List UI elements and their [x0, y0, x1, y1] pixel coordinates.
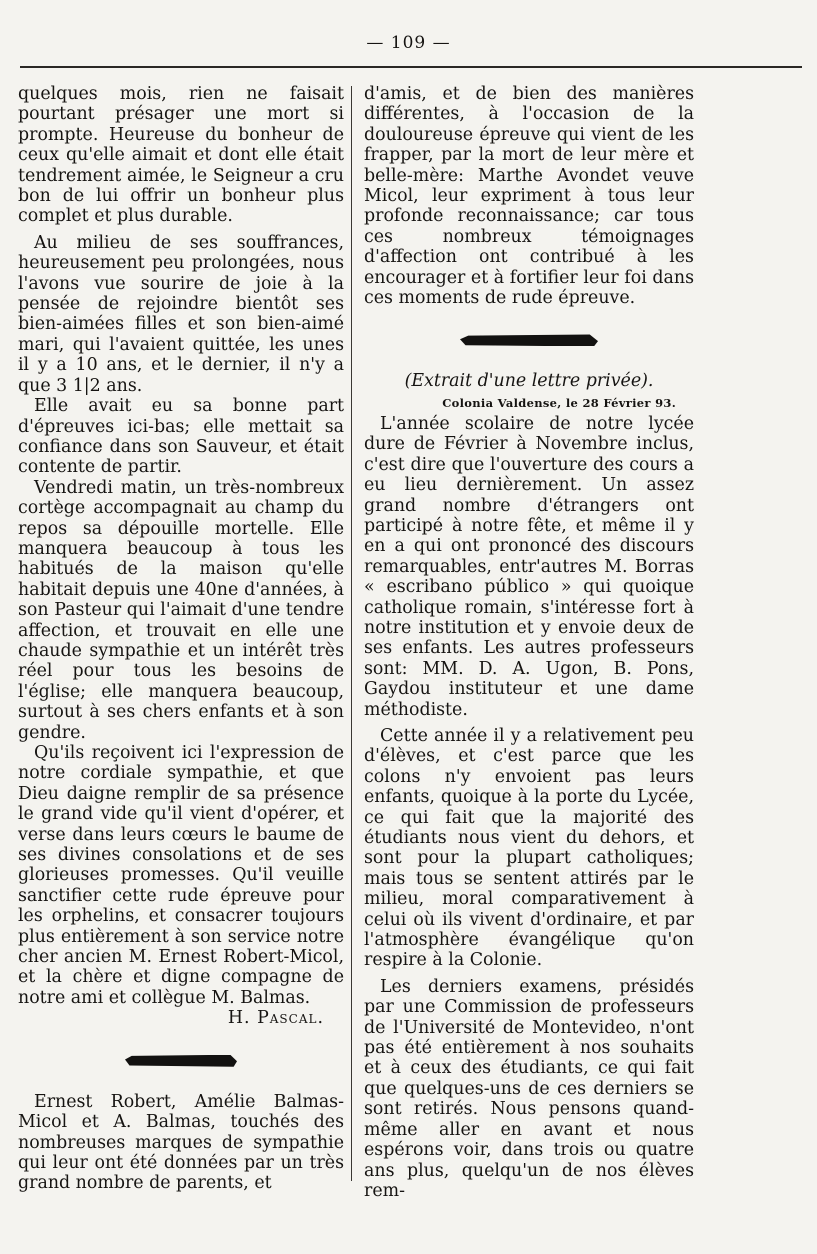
left-column [18, 84, 344, 1194]
left-paragraph-3: Elle avait eu sa bonne part d'épreuves ici-bas; elle mettait sa confiance dans son Sauveur, et était contente de partir. [18, 396, 344, 478]
extract-title: (Extrait d'une lettre privée). [404, 371, 654, 392]
right-paragraph-3: Cette année il y a relativement peu d'élèves, et c'est parce que les colons n'y envoient pas leurs enfants, quoique à la porte du Lycée, ce qui fait que la majorité des étudiants nous vient du dehors, et sont pour la plupart catholiques; mais tous se sentent attirés par le milieu, moral comparativement à celui où ils vivent d'ordinaire, et par l'atmosphère évangélique qu'on respire à la Colonie. [364, 725, 694, 971]
signature: H. Pascal. [227, 1008, 324, 1029]
left-paragraph-1: quelques mois, rien ne faisait pourtant présager une mort si prompte. Heureuse du bonheur de ceux qu'elle aimait et dont elle était tendrement aimée, le Seigneur a cru bon de lui offrir un bonheur plus complet et plus durable. [18, 84, 344, 227]
right-paragraph-4: Les derniers examens, présidés par une Commission de professeurs de l'Université de Montevideo, n'ont pas été entièrement à nos souhaits et à ceux des étudiants, ce qui fait que quelques-uns de ces derniers se sont retirés. Nous pensons quand-même aller en avant et nous espérons voir, dans trois ou quatre ans plus, quelqu'un de nos élèves rem- [364, 976, 694, 1201]
column-divider [351, 86, 352, 1181]
section-separator-ornament [460, 334, 598, 346]
left-paragraph-5: Qu'ils reçoivent ici l'expression de notre cordiale sympathie, et que Dieu daigne remplir de sa présence le grand vide qu'il vient d'opérer, et verse dans leurs cœurs le baume de ses divines consolations et de ses glorieuses promesses. Qu'il veuille sanctifier cette rude épreuve pour les orphelins, et consacrer toujours plus entièrement à son service notre cher ancien M. Ernest Robert-Micol, et la chère et digne compagne de notre ami et collègue M. Balmas. [18, 743, 344, 1008]
left-paragraph-6: Ernest Robert, Amélie Balmas-Micol et A. Balmas, touchés des nombreuses marques de sympathie qui leur ont été données par un très grand nombre de parents, et [18, 1091, 344, 1194]
right-column [364, 84, 694, 1201]
section-separator-ornament [125, 1055, 237, 1067]
right-paragraph-1: d'amis, et de bien des manières différentes, à l'occasion de la douloureuse épreuve qui vient de les frapper, par la mort de leur mère et belle-mère: Marthe Avondet veuve Micol, leur expriment à tous leur profonde reconnaissance; car tous ces nombreux témoignages d'affection ont contribué à les encourager et à fortifier leur foi dans ces moments de rude épreuve. [364, 84, 694, 309]
extract-dateline: Colonia Valdense, le 28 Février 93. [442, 395, 676, 410]
left-paragraph-2: Au milieu de ses souffrances, heureusement peu prolongées, nous l'avons vue sourire de joie à la pensée de rejoindre bientôt ses bien-aimées filles et son bien-aimé mari, qui l'avaient quittée, les unes il y a 10 ans, et le dernier, il n'y a que 3 1|2 ans. [18, 232, 344, 396]
page-number: — 109 — [366, 33, 451, 53]
left-paragraph-4: Vendredi matin, un très-nombreux cortège accompagnait au champ du repos sa dépouille mortelle. Elle manquera beaucoup à tous les habitués de la maison qu'elle habitait depuis une 40ne d'années, à son Pasteur qui l'aimait d'une tendre affection, et trouvait en elle une chaude sympathie et un intérêt très réel pour tous les besoins de l'église; elle manquera beaucoup, surtout à ses chers enfants et à son gendre. [18, 477, 344, 743]
header-rule [20, 66, 802, 68]
right-paragraph-2: L'année scolaire de notre lycée dure de Février à Novembre inclus, c'est dire que l'ouverture des cours a eu lieu dernièrement. Un assez grand nombre d'étrangers ont participé à notre fête, et même il y en a qui ont prononcé des discours remarquables, entr'autres M. Borras « escribano público » qui quoique catholique romain, s'intéresse fort à notre institution et y envoie deux de ses enfants. Les autres professeurs sont: MM. D. A. Ugon, B. Pons, Gaydou instituteur et une dame méthodiste. [364, 413, 694, 720]
